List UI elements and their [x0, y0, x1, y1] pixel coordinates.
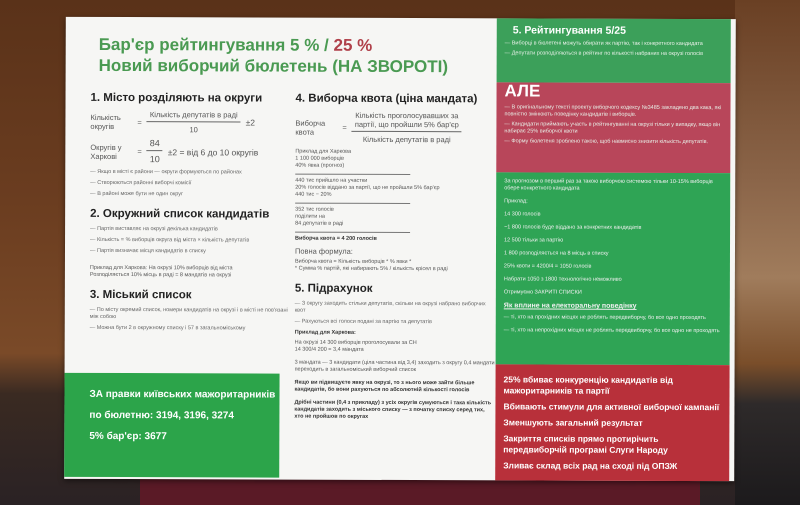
title-red-percent: 25 %	[333, 35, 373, 55]
full-formula-label: Повна формула:	[294, 246, 353, 256]
district-formula: Кількість округів = $\frac{\text{Кількість депутатів в раді}}{10}$ ±2	[90, 110, 256, 135]
full-formula-text: * Сумма % партій, які набирають 5% / кількість крісел в раді	[294, 265, 448, 273]
quota-result: Виборча квота = 4 200 голосів	[295, 235, 377, 242]
bullet: — В оригінальному тексті проекту виборчого кодексу №3485 закладено два кака, які повністю змінюють поведінку кандидатів і виборців.	[504, 104, 722, 118]
example-text: 84 депутатів в раді	[295, 220, 344, 227]
full-formula-text: Виборча квота = Кількість виборців * % явки *	[294, 258, 412, 266]
divider	[295, 174, 410, 175]
consequences-panel	[495, 364, 729, 481]
forecast-panel	[496, 172, 731, 365]
bullet: — По місту окремий список, номери кандидатів на окрузі і в місті не пов'язані між собою	[89, 306, 288, 321]
forecast-line: 25% квоти = 4200/4 = 1050 голосів	[503, 263, 592, 270]
forecast-line: 14 300 голосів	[504, 211, 541, 218]
bullet: — Кількість = % виборців округа від міста × кількість депутатів	[90, 236, 250, 244]
divider	[295, 203, 410, 204]
consequence-item: 25% вбиває конкуренцію кандидатів від мажоритарників та партії	[503, 374, 673, 396]
bullet: — Створюються районні виборчі комісії	[90, 179, 192, 187]
callout-line: 5% бар'єр: 3677	[89, 430, 167, 443]
section-districts	[90, 92, 290, 199]
example-text: 352 тис голосів	[295, 206, 334, 213]
section3-heading: 3. Міський список	[89, 288, 192, 302]
paragraph: Дрібні частини (0,4 з прикладу) з усіх округів сумуються і така кількість кандидатів заходить з міського списку — з початку списку серед тих, хто не пройшов по округах	[294, 399, 492, 420]
bullet: — Партія виставляє на окрузі декілька кандидатів	[90, 225, 218, 233]
forecast-line: Отримуємо ЗАКРИТІ СПИСКИ	[503, 289, 582, 296]
title-line1: Бар'єр рейтингування 5 % /	[98, 34, 334, 55]
example-label: Приклад для Харкова:	[294, 329, 356, 336]
bullet: — Депутати розподіляються в рейтинг по кількості набраних на окрузі голосів	[504, 50, 704, 58]
but-heading: АЛЕ	[504, 81, 541, 101]
section-district-list	[90, 208, 290, 280]
bullet: — Кандидати приймають участь в рейтингуванні на окрузі тільки у випадку, якщо він набирає 25% виборчої квоти	[504, 121, 721, 135]
bullet: — ті, хто на прохідних місцях не роблять передвиборчу, бо все одно проходять	[503, 314, 706, 322]
title-line2: Новий виборчий бюлетень (НА ЗВОРОТІ)	[98, 55, 449, 77]
rating-panel	[497, 18, 731, 83]
rating-heading: 5. Рейтингування 5/25	[512, 24, 626, 37]
paragraph: Якщо ви підвищуєте явку на окрузі, то з нього може зайти більше кандидатів, бо вони рахуються по абсолютній кількості голосів	[294, 379, 475, 394]
green-callout-box	[64, 373, 279, 478]
bullet: — Форму бюлетеня зроблено такою, щоб навмисно знизити кількість депутатів.	[504, 138, 709, 146]
divider	[295, 232, 410, 233]
but-panel	[496, 82, 730, 173]
leaflet	[64, 17, 736, 481]
section-count	[294, 283, 494, 422]
example-text: 20% голосів віддано за партії, що не пройшли 5% бар'єр	[295, 184, 440, 192]
example-text: поділити на	[295, 213, 325, 220]
consequence-item: Вбивають стимули для активної виборчої кампанії	[503, 401, 720, 413]
right-column	[495, 18, 731, 481]
bullet: — Якщо в місті є райони — округи формуються по районах	[90, 168, 242, 176]
forecast-line: Приклад:	[504, 198, 528, 205]
consequence-item: Зливає склад всіх рад на сході під ОПЗЖ	[503, 460, 678, 471]
section-city-list	[90, 289, 290, 333]
forecast-line: 12 500 тільки за партію	[504, 237, 564, 244]
section4-heading: 4. Виборча квота (ціна мандата)	[295, 92, 478, 106]
quota-formula: Виборча квота = $\frac{\text{Кількість проголосувавших за партії, що пройшли 5\% бар'єр}}{\text{Кількість депутатів в раді}}$	[295, 111, 495, 145]
forecast-line: 1 800 розподіляється на 8 місць в списку	[503, 250, 609, 257]
example-text: Приклад для Харкова	[295, 148, 352, 155]
section5-heading: 5. Підрахунок	[294, 282, 373, 295]
kharkiv-district-formula: Округів у Харкові = $\frac{84}{10}$ ±2 = від 6 до 10 округів	[90, 138, 259, 165]
example-text: 14 300/4 200 = 3,4 мандата	[294, 346, 364, 353]
bullet: — Можна бути 2 в окружному списку і 57 в загальноміському	[89, 324, 246, 332]
page-title	[99, 34, 499, 77]
callout-line: по бюлетню: 3194, 3196, 3274	[89, 409, 234, 422]
callout-line: ЗА правки київських мажоритарників	[89, 388, 276, 401]
paragraph: 3 мандата — 3 кандидати (ціла частина від 3,4) заходить з округу 0,4 мандати переходить в загальноміський виборчий список	[294, 359, 495, 374]
example-text: Розподіляється 10% місць в раді = 8 мандатів на окрузі	[89, 271, 232, 279]
bullet: — Виборці в бюлетені можуть обирати як партію, так і конкретного кандидата	[504, 40, 703, 48]
example-text: Приклад для Харкова: На окрузі 10% виборців від міста	[89, 264, 233, 272]
example-text: 1 100 000 виборців	[295, 155, 344, 162]
section1-heading: 1. Місто розділяють на округи	[90, 91, 263, 105]
bullet: — В районі може бути не один округ	[90, 190, 184, 198]
forecast-line: За прогнозом в перший раз за такою виборчою системою тільки 10-15% виборців обере конкретного кандидата	[504, 178, 713, 192]
table-surface	[735, 0, 800, 505]
example-text: 40% явка (прогноз)	[295, 162, 345, 169]
bullet: — З округу заходить стільки депутатів, скільки на окрузі набрано виборчих квот	[294, 300, 486, 314]
left-column	[90, 92, 291, 337]
forecast-line: Набрати 1050 з 1800 технологічно неможливо	[503, 276, 622, 283]
section-quota	[295, 93, 496, 274]
consequence-item: Зменшують загальний результат	[503, 417, 643, 428]
impact-heading: Як вплине на електоральну поведінку	[503, 302, 637, 310]
bullet: — Партія визначає місця кандидатів в списку	[89, 247, 206, 255]
forecast-line: ~1 800 голосів буде віддано за конкретних кандидатів	[504, 224, 642, 231]
example-text: 440 тис − 20%	[295, 191, 332, 198]
bullet: — ті, хто на непрохідних місцях не роблять передвиборчу, бо все одно не проходять	[503, 327, 720, 335]
middle-column	[294, 93, 495, 422]
example-text: 440 тис прийшло на участки	[295, 177, 368, 184]
bullet: — Рахуються всі голоси подані за партію та депутатів	[294, 318, 432, 326]
consequence-item: Закриття списків прямо протирічить передвиборчій програмі Слуги Народу	[503, 433, 668, 455]
section2-heading: 2. Окружний список кандидатів	[90, 207, 270, 221]
example-text: На окрузі 14 300 виборців проголосували за СН	[294, 339, 417, 347]
